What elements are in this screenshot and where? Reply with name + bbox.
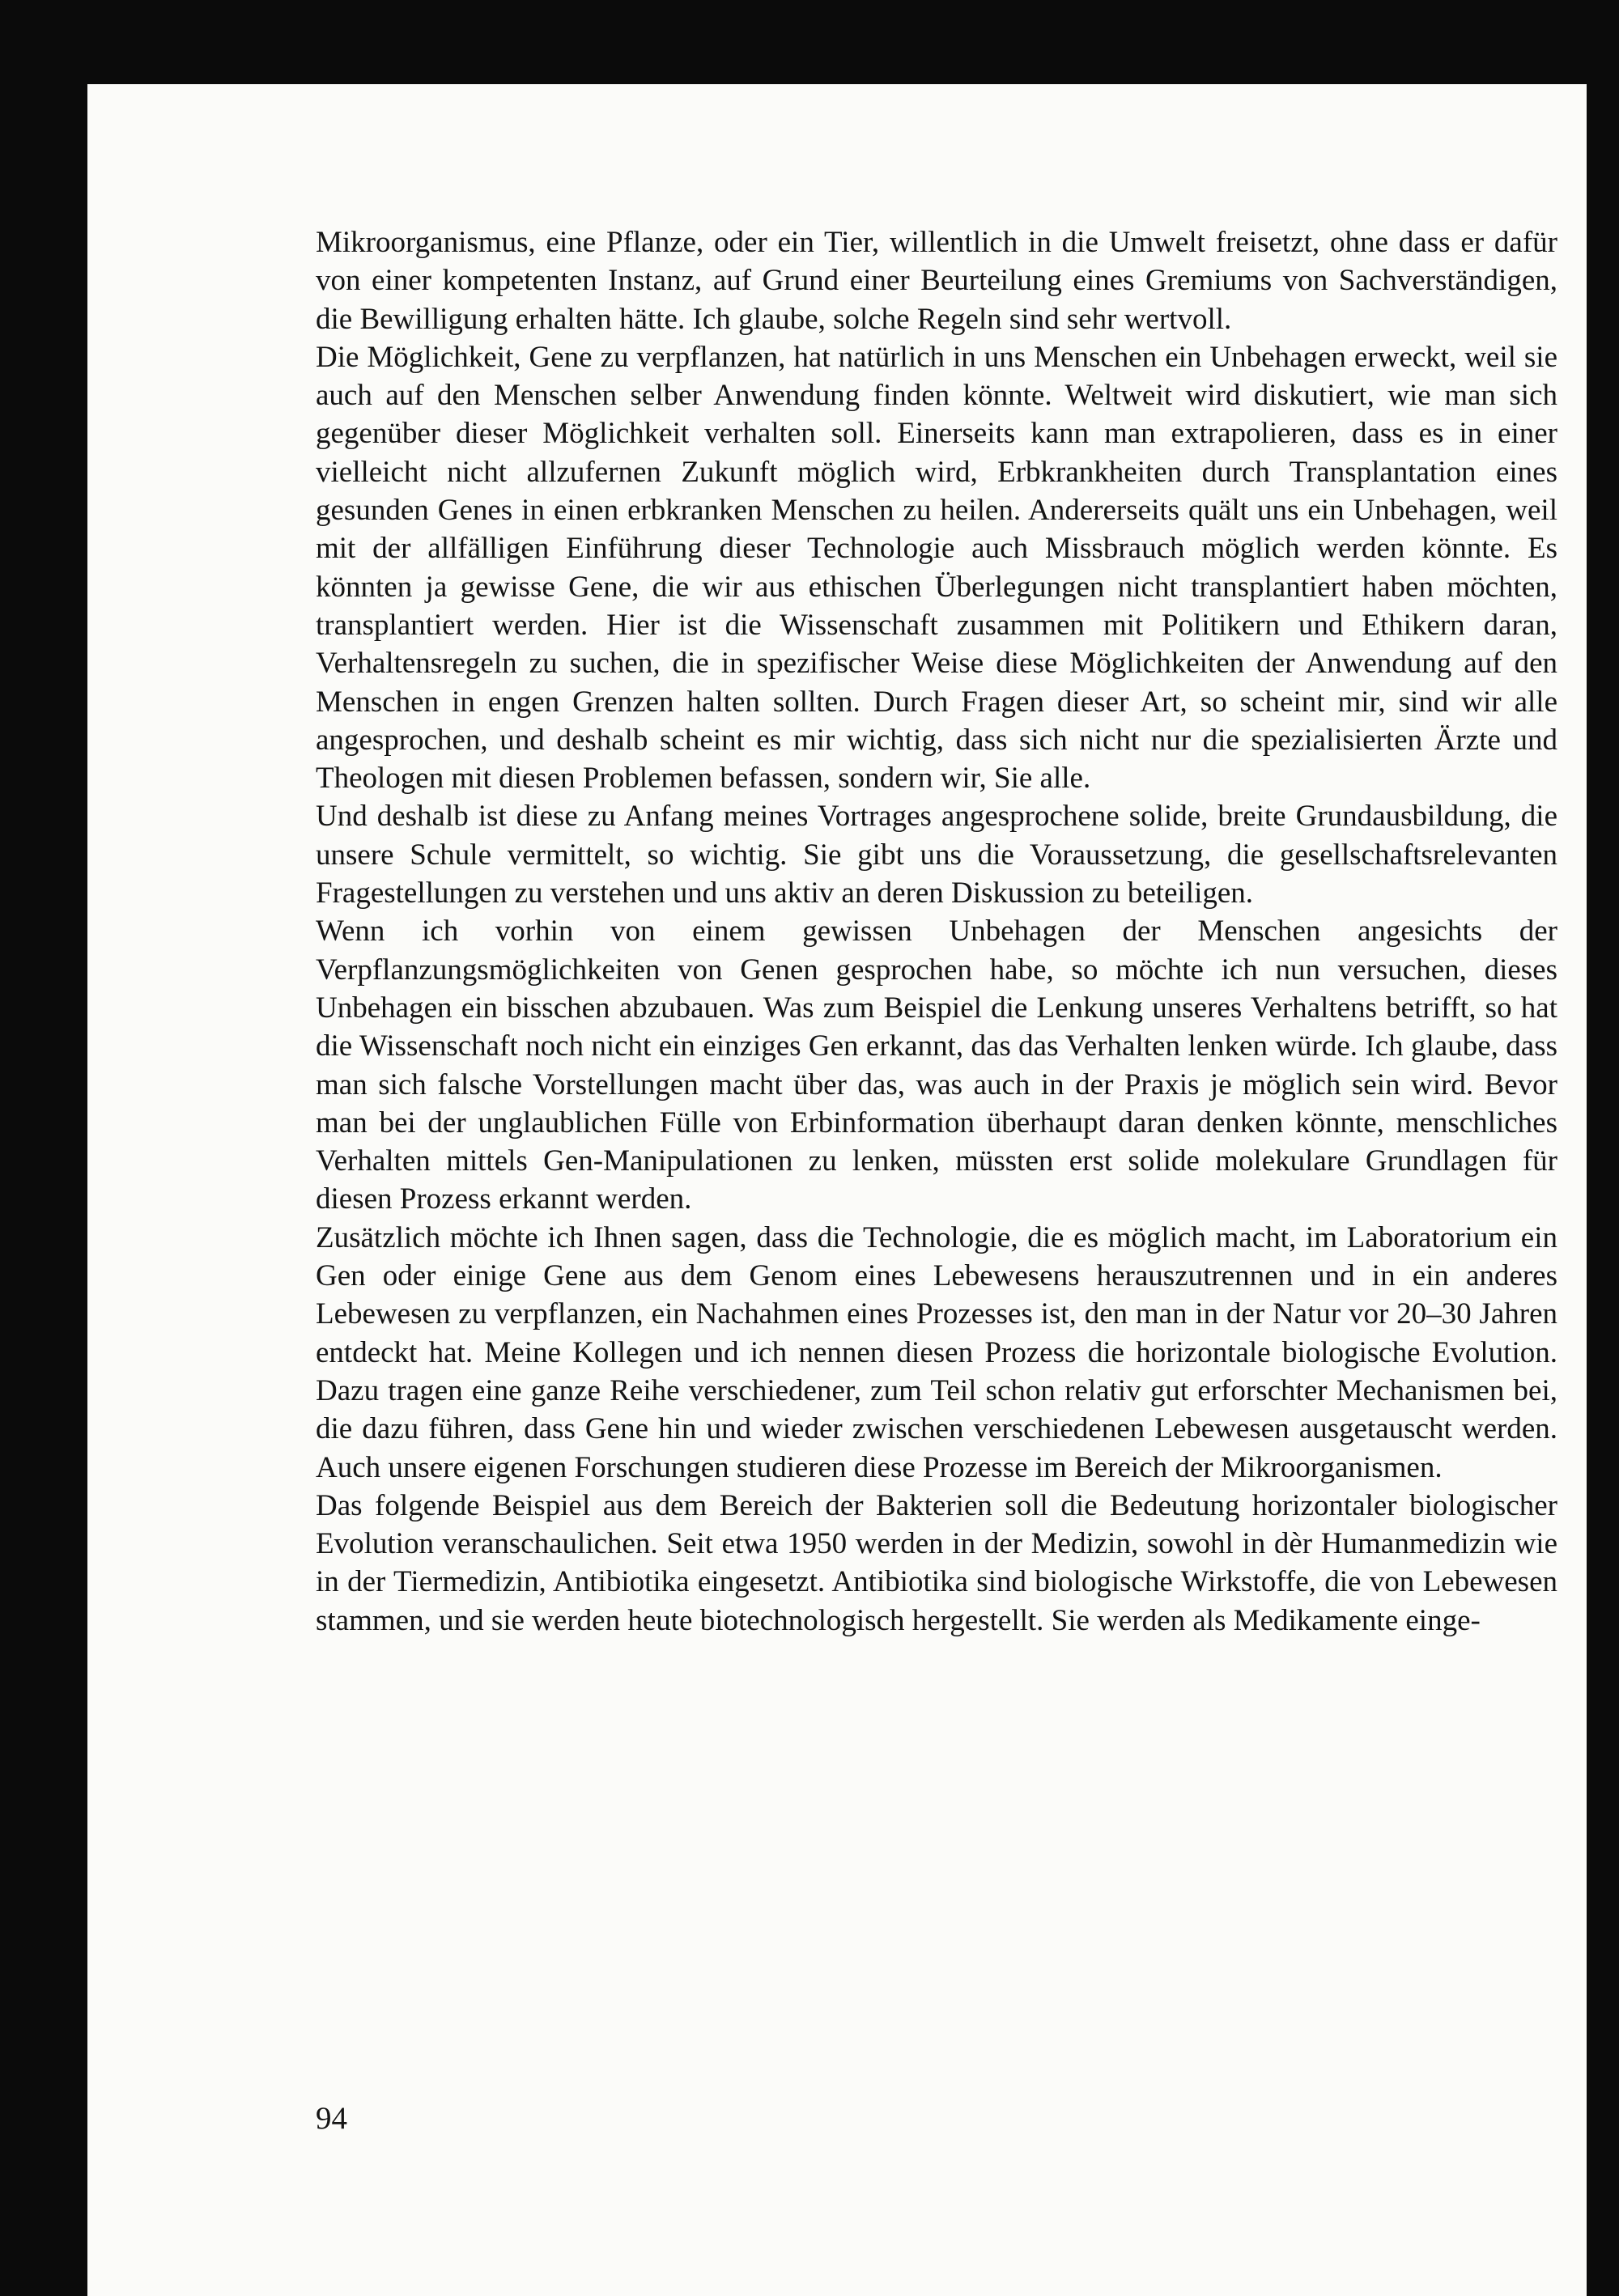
paragraph: Das folgende Beispiel aus dem Bereich der Bakterien soll die Bedeutung horizontaler biologischer Evolution veranschaulichen. Seit etwa 1950 werden in der Medizin, sowohl in dèr Humanmedizin wie in der Tiermedizin, Antibiotika eingesetzt. Antibiotika sind biologische Wirkstoffe, die von Lebewesen stammen, und sie werden heute biotechnologisch hergestellt. Sie werden als Medikamente einge-	[316, 1488, 1557, 1637]
paragraph: Zusätzlich möchte ich Ihnen sagen, dass die Technologie, die es möglich macht, im Laboratorium ein Gen oder einige Gene aus dem Genom eines Lebewesens herauszutrennen und in ein anderes Lebewesen zu verpflanzen, ein Nachahmen eines Prozesses ist, den man in der Natur vor 20–30 Jahren entdeckt hat. Meine Kollegen und ich nennen diesen Prozess die horizontale biologische Evolution. Dazu tragen eine ganze Reihe verschiedener, zum Teil schon relativ gut erforschter Mechanismen bei, die dazu führen, dass Gene hin und wieder zwischen verschiedenen Lebewesen ausgetauscht werden. Auch unsere eigenen Forschungen studieren diese Prozesse im Bereich der Mikroorganismen.	[316, 1220, 1557, 1484]
paragraph: Die Möglichkeit, Gene zu verpflanzen, hat natürlich in uns Menschen ein Unbehagen erweckt, weil sie auch auf den Menschen selber Anwendung finden könnte. Weltweit wird diskutiert, wie man sich gegenüber dieser Möglichkeit verhalten soll. Einerseits kann man extrapolieren, dass es in einer vielleicht nicht allzufernen Zukunft möglich wird, Erbkrankheiten durch Transplantation eines gesunden Genes in einen erbkranken Menschen zu heilen. Andererseits quält uns ein Unbehagen, weil mit der allfälligen Einführung dieser Technologie auch Missbrauch möglich werden könnte. Es könnten ja gewisse Gene, die wir aus ethischen Überlegungen nicht transplantiert haben möchten, transplantiert werden. Hier ist die Wissenschaft zusammen mit Politikern und Ethikern daran, Verhaltensregeln zu suchen, die in spezifischer Weise diese Möglichkeiten der Anwendung auf den Menschen in engen Grenzen halten sollten. Durch Fragen dieser Art, so scheint mir, sind wir alle angesprochen, und deshalb scheint es mir wichtig, dass sich nicht nur die spezialisierten Ärzte und Theologen mit diesen Problemen befassen, sondern wir, Sie alle.	[316, 340, 1557, 796]
paragraph: Wenn ich vorhin von einem gewissen Unbehagen der Menschen angesichts der Verpflanzungsmöglichkeiten von Genen gesprochen habe, so möchte ich nun versuchen, dieses Unbehagen ein bisschen abzubauen. Was zum Beispiel die Lenkung unseres Verhaltens betrifft, so hat die Wissenschaft noch nicht ein einziges Gen erkannt, das das Verhalten lenken würde. Ich glaube, dass man sich falsche Vorstellungen macht über das, was auch in der Praxis je möglich sein wird. Bevor man bei der unglaublichen Fülle von Erbinformation überhaupt daran denken könnte, menschliches Verhalten mittels Gen-Manipulationen zu lenken, müssten erst solide molekulare Grundlagen für diesen Prozess erkannt werden.	[316, 915, 1557, 1216]
page-number: 94	[316, 2101, 347, 2136]
body-text	[316, 223, 1557, 1640]
document-page	[87, 84, 1587, 2296]
paragraph: Und deshalb ist diese zu Anfang meines Vortrages angesprochene solide, breite Grundausbildung, die unsere Schule vermittelt, so wichtig. Sie gibt uns die Voraussetzung, die gesellschaftsrelevanten Fragestellungen zu verstehen und uns aktiv an deren Diskussion zu beteiligen.	[316, 800, 1557, 910]
paragraph: Mikroorganismus, eine Pflanze, oder ein Tier, willentlich in die Umwelt freisetzt, ohne dass er dafür von einer kompetenten Instanz, auf Grund einer Beurteilung eines Gremiums von Sachverständigen, die Bewilligung erhalten hätte. Ich glaube, solche Regeln sind sehr wertvoll.	[316, 226, 1557, 336]
